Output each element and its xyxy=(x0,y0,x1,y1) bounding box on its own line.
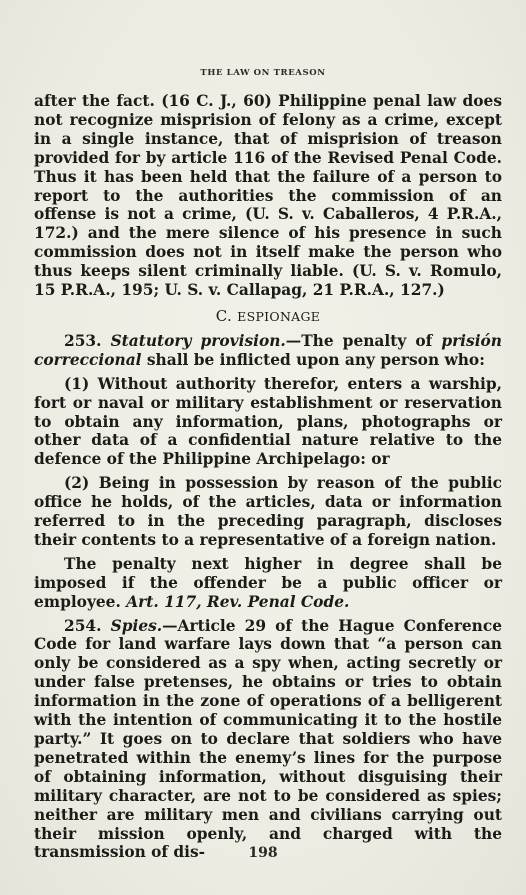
section-heading xyxy=(34,307,502,327)
paragraph-254-text: —Article 29 of the Hague Conference Code for land warfare lays down that “a person can only be considered as a spy when, acting secretly or under false pretenses, he obtains or tries to obtain information in the zone of operations of a belligerent with the intention of communicating it to the hostile party.” It goes on to declare that soldiers who have penetrated within the enemy’s lines for the purpose of obtaining information, without disguising their military character, are not to be considered as spies; neither are military men and civilians carrying out their mission openly, and charged with the transmission of dis- xyxy=(34,616,502,862)
paragraph-253-penalty-text: The penalty next higher in degree shall be imposed if the offender be a public officer or employee. xyxy=(34,554,502,611)
paragraph-254-number: 254. xyxy=(64,616,102,635)
paragraph-254-heading: Spies. xyxy=(110,616,163,635)
page-body xyxy=(34,92,502,862)
paragraph-253-term: prisión correccional xyxy=(34,331,502,369)
paragraph-253-citation: Art. 117, Rev. Penal Code. xyxy=(126,592,350,611)
section-label: C. xyxy=(215,306,233,325)
paragraph-253-item-2: (2) Being in possession by reason of the public office he holds, of the articles, data or information referred to in the preceding paragraph, discloses their contents to a representative of a foreign nation. xyxy=(34,474,502,549)
paragraph-253 xyxy=(34,332,502,370)
running-header: THE LAW ON TREASON xyxy=(200,68,326,78)
paragraph-253-heading: Statutory provision. xyxy=(110,331,286,350)
section-title: ESPIONAGE xyxy=(237,308,321,324)
paragraph-253-number: 253. xyxy=(64,331,102,350)
paragraph-continuation: after the fact. (16 C. J., 60) Philippine penal law does not recognize misprision of felony as a crime, except in a single instance, that of misprision of treason provided for by article 116 of the Revised Penal Code. Thus it has been held that the failure of a person to report to the authorities the commission of an offense is not a crime, (U. S. v. Caballeros, 4 P.R.A., 172.) and the mere silence of his presence in such commission does not in itself make the person who thus keeps silent criminally liable. (U. S. v. Romulo, 15 P.R.A., 195; U. S. v. Callapag, 21 P.R.A., 127.) xyxy=(34,92,502,300)
paragraph-254 xyxy=(34,617,502,863)
paragraph-253-rest: shall be inflicted upon any person who: xyxy=(141,350,485,369)
paragraph-253-penalty xyxy=(34,555,502,612)
paragraph-253-dash: —The penalty of xyxy=(285,331,442,350)
paragraph-253-item-1: (1) Without authority therefor, enters a warship, fort or naval or military establishment or reservation to obtain any information, plans, photographs or other data of a confidential nature relative to the defence of the Philippine Archipelago: or xyxy=(34,374,502,469)
page-number: 198 xyxy=(248,845,278,861)
